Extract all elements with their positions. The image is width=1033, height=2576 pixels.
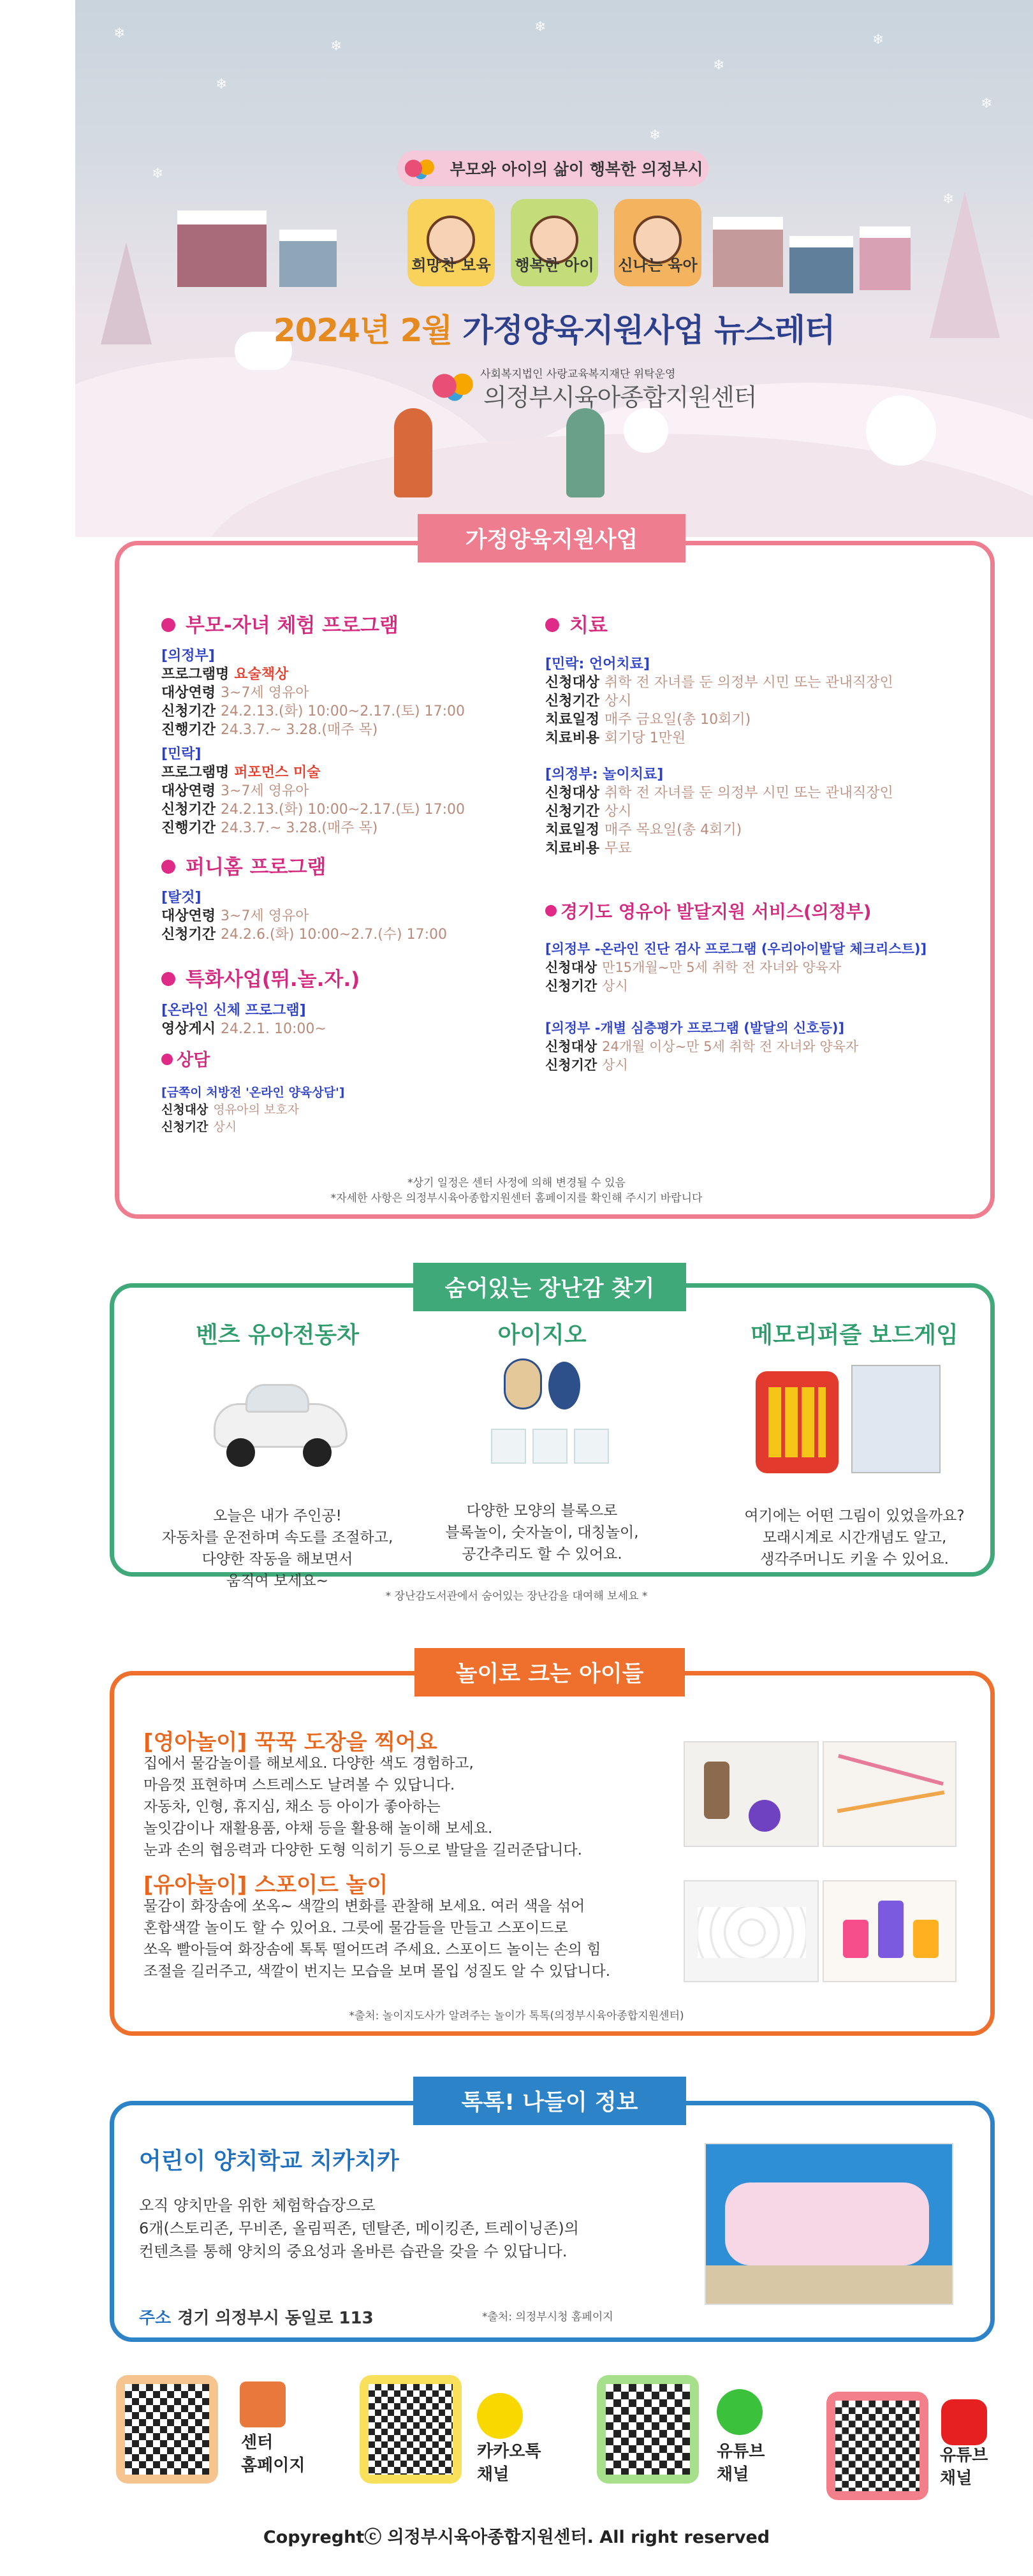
- outing-description: 오직 양치만을 위한 체험학습장으로 6개(스토리존, 무비존, 올림픽존, 덴탈존, 메이킹존, 트레이닝존)의 컨텐츠를 통해 양치의 중요성과 올바른 습관을 갖을 수 있답니다.: [139, 2197, 579, 2260]
- detail-note: *자세한 사항은 의정부시육아종합지원센터 홈페이지를 확인해 주시기 바랍니다: [330, 1192, 703, 1205]
- program-block: [탈것] 대상연령 3~7세 영유아 신청기간 24.2.6.(화) 10:00~2.7.(수) 17:00: [161, 890, 448, 943]
- section-tag: 톡톡! 나들이 정보: [413, 2077, 686, 2125]
- section-heading: 퍼니홈 프로그램: [161, 851, 326, 880]
- play-source-note: *출처: 놀이지도사가 알려주는 놀이가 톡톡(의정부시육아종합지원센터): [349, 2010, 684, 2022]
- section-heading: 상담: [161, 1046, 210, 1071]
- slogan-text: 부모와 아이의 삶이 행복한 의정부시: [450, 160, 703, 179]
- schedule-note: *상기 일정은 센터 사정에 의해 변경될 수 있음: [407, 1177, 626, 1189]
- dropper-play-photo: [823, 1880, 956, 1982]
- toy-description: 다양한 모양의 블록으로 블록놀이, 숫자놀이, 대칭놀이, 공간추리도 할 수 있어요.: [445, 1503, 639, 1563]
- play-heading: [유아놀이] 스포이드 놀이: [143, 1873, 388, 1898]
- youtube-channel-qr[interactable]: [826, 2392, 928, 2500]
- footer-link-label[interactable]: 카카오톡 채널: [477, 2442, 541, 2484]
- kakao-channel-icon: [477, 2393, 523, 2439]
- kakao-channel-qr[interactable]: [360, 2375, 462, 2484]
- toy-title: 아이지오: [497, 1322, 587, 1348]
- play-body: 물감이 화장솜에 쏘옥~ 색깔의 변화를 관찰해 보세요. 여러 색을 섞어 혼합색깔 놀이도 할 수 있어요. 그릇에 물감들을 만들고 스포이드로 쏘옥 빨아들여 화장솜에 톡톡 떨어뜨려 주세요. 스포이드 놀이는 손의 힘 조절을 길러주고, 색깔이 번지는 모습을 보며 몰입 성질도 알 수 있답니다.: [143, 1898, 611, 1980]
- section-heading: 부모-자녀 체험 프로그램: [161, 609, 399, 638]
- card-label: 희망찬 보육: [411, 256, 491, 274]
- slogan-pill: [397, 151, 708, 186]
- section-heading: 경기도 영유아 발달지원 서비스(의정부): [545, 898, 872, 924]
- toy-description: 여기에는 어떤 그림이 있었을까요? 모래시계로 시간개념도 알고, 생각주머니도 키울 수 있어요.: [744, 1508, 965, 1568]
- igeo-blocks-image: [491, 1352, 612, 1480]
- toy-library-note: * 장난감도서관에서 숨어있는 장난감을 대여해 보세요 *: [385, 1590, 648, 1603]
- outing-address: 주소 경기 의정부시 동일로 113: [139, 2309, 374, 2328]
- program-block: [의정부 -개별 심층평가 프로그램 (발달의 신호등)] 신청대상 24개월 이상~만 5세 취학 전 자녀와 양육자 신청기간 상시: [545, 1020, 859, 1073]
- hero-banner: ❄ ❄ ❄ ❄ ❄ ❄ ❄ ❄ ❄ ❄ 부모와 아이의 삶이 행복한 의정부시 희망찬 보육 행복한 아이 신나는 육아 2024년 2월 가정양육지원사업 뉴스레터 사회복지법인 사랑교육복지재단 위탁운영 의정부시육아종합지원센터: [75, 0, 1033, 537]
- org-subtitle: 사회복지법인 사랑교육복지재단 위탁운영: [480, 368, 676, 381]
- footer-link-label[interactable]: 센터 홈페이지: [241, 2433, 305, 2475]
- section-tag: 숨어있는 장난감 찾기: [413, 1263, 686, 1311]
- outing-title: 어린이 양치학교 치카치카: [139, 2148, 399, 2174]
- center-homepage-qr[interactable]: [116, 2375, 218, 2484]
- blog-icon: [717, 2389, 763, 2435]
- newsletter-title: 2024년 2월 가정양육지원사업 뉴스레터: [273, 312, 835, 349]
- org-name: 의정부시육아종합지원센터: [483, 383, 757, 411]
- program-block: [의정부: 놀이치료] 신청대상 취학 전 자녀를 둔 의정부 시민 또는 관내직장인 신청기간 상시 치료일정 매주 목요일(총 4회기) 치료비용 무료: [545, 767, 893, 857]
- section-tag: 놀이로 크는 아이들: [414, 1648, 685, 1696]
- program-block: [금쪽이 처방전 '온라인 양육상담'] 신청대상 영유아의 보호자 신청기간 상시: [161, 1086, 345, 1134]
- program-block: [온라인 신체 프로그램] 영상게시 24.2.1. 10:00~: [161, 1003, 326, 1037]
- play-heading: [영아놀이] 꾹꾹 도장을 찍어요: [143, 1730, 437, 1755]
- program-block: [민락] 프로그램명 퍼포먼스 미술 대상연령 3~7세 영유아 신청기간 24.2.13.(화) 10:00~2.17.(토) 17:00 진행기간 24.3.7.~ 3.28.(매주 목): [161, 746, 465, 836]
- section-heading: 특화사업(뛰.놀.자.): [161, 963, 360, 992]
- toy-title: 벤츠 유아전동차: [196, 1322, 359, 1348]
- toy-title: 메모리퍼즐 보드게임: [751, 1322, 958, 1348]
- house-icon: [240, 2381, 286, 2427]
- electric-car-image: [207, 1378, 354, 1467]
- program-block: [의정부] 프로그램명 요술책상 대상연령 3~7세 영유아 신청기간 24.2.13.(화) 10:00~2.17.(토) 17:00 진행기간 24.3.7.~ 3.28.(매주 목): [161, 648, 465, 738]
- center-logo-icon: [429, 370, 480, 402]
- section-tag: 가정양육지원사업: [418, 514, 685, 563]
- card-label: 신나는 육아: [618, 256, 698, 274]
- play-body: 집에서 물감놀이를 해보세요. 다양한 색도 경험하고, 마음껏 표현하며 스트레스도 날려볼 수 있답니다. 자동차, 인형, 휴지심, 채소 등 아이가 좋아하는 놀잇감이나 재활용품, 야채 등을 활용해 놀이해 보세요. 눈과 손의 협응력과 다양한 도형 익히기 등으로 발달을 길러준답니다.: [143, 1755, 582, 1858]
- stamp-play-photo: [684, 1741, 819, 1847]
- card-label: 행복한 아이: [515, 256, 594, 274]
- blog-channel-qr[interactable]: [597, 2375, 699, 2484]
- outing-source-note: *출처: 의정부시청 홈페이지: [482, 2311, 613, 2323]
- dropper-play-photo: [684, 1880, 819, 1982]
- copyright: Copyreghtⓒ 의정부시육아종합지원센터. All right reserved: [263, 2528, 770, 2547]
- footer-link-label[interactable]: 유튜브 채널: [717, 2442, 765, 2484]
- dental-school-photo: [705, 2143, 953, 2305]
- program-block: [민락: 언어치료] 신청대상 취학 전 자녀를 둔 의정부 시민 또는 관내직장인 신청기간 상시 치료일정 매주 금요일(총 10회기) 치료비용 회기당 1만원: [545, 656, 893, 746]
- memory-puzzle-image: [756, 1358, 947, 1480]
- city-logo-icon: [402, 157, 439, 180]
- section-heading: 치료: [545, 609, 608, 638]
- stamp-play-photo: [823, 1741, 956, 1847]
- toy-description: 오늘은 내가 주인공! 자동차를 운전하며 속도를 조절하고, 다양한 작동을 해보면서 움직여 보세요~: [161, 1508, 393, 1589]
- footer-link-label[interactable]: 유튜브 채널: [940, 2446, 988, 2488]
- youtube-icon: [941, 2399, 987, 2445]
- program-block: [의정부 -온라인 진단 검사 프로그램 (우리아이발달 체크리스트)] 신청대상 만15개월~만 5세 취학 전 자녀와 양육자 신청기간 상시: [545, 941, 927, 994]
